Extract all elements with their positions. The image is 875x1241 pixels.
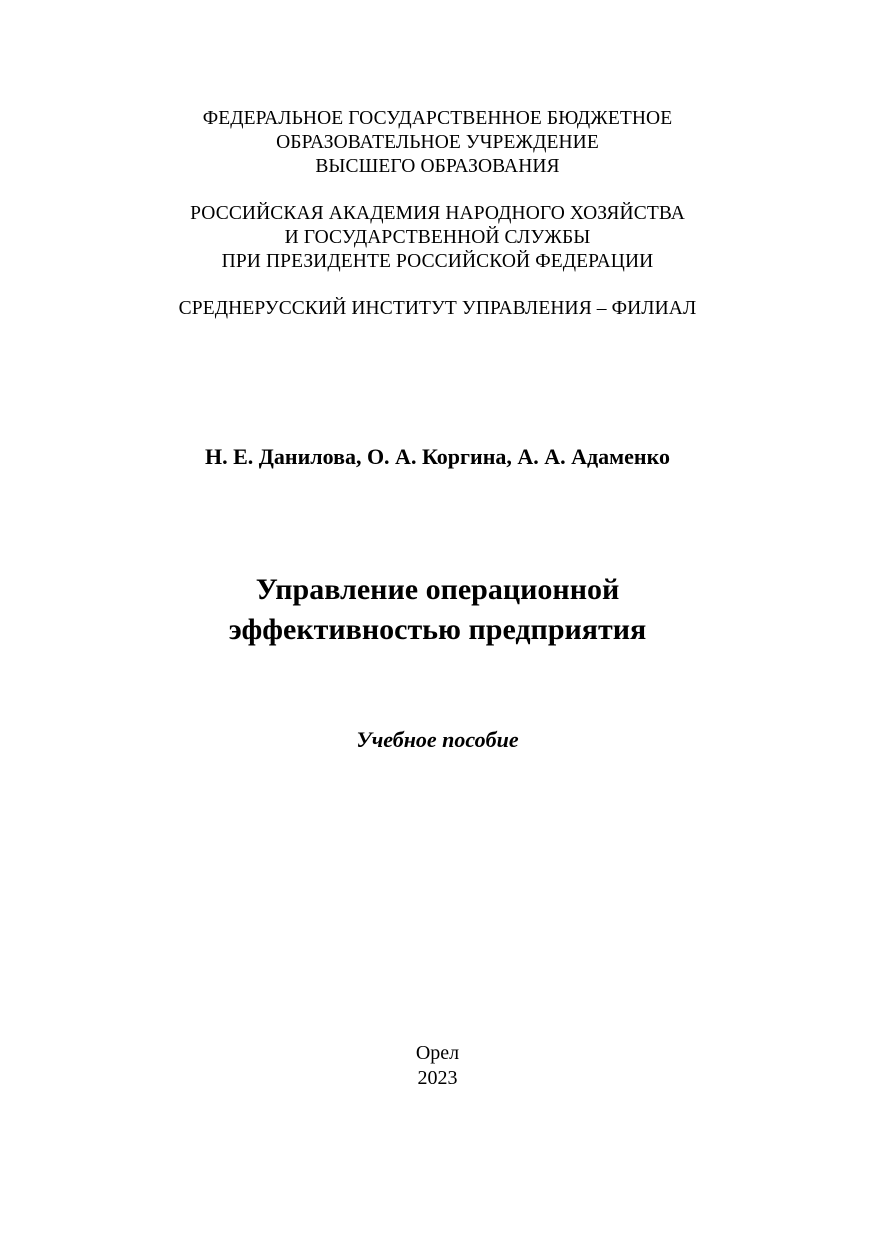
authors-line: Н. Е. Данилова, О. А. Коргина, А. А. Адаменко bbox=[205, 444, 670, 469]
institute-name bbox=[0, 297, 875, 321]
organization-line-2: ОБРАЗОВАТЕЛЬНОЕ УЧРЕЖДЕНИЕ bbox=[276, 132, 599, 153]
book-title bbox=[0, 570, 875, 650]
imprint-city: Орел bbox=[415, 1042, 460, 1064]
book-subtitle bbox=[0, 726, 875, 754]
title-line-2: эффективностью предприятия bbox=[228, 613, 647, 646]
academy-line-3: ПРИ ПРЕЗИДЕНТЕ РОССИЙСКОЙ ФЕДЕРАЦИИ bbox=[221, 251, 654, 272]
academy-line-2: И ГОСУДАРСТВЕННОЙ СЛУЖБЫ bbox=[284, 227, 591, 248]
organization-type bbox=[0, 107, 875, 179]
institute-line: СРЕДНЕРУССКИЙ ИНСТИТУТ УПРАВЛЕНИЯ – ФИЛИАЛ bbox=[178, 298, 697, 319]
authors bbox=[0, 443, 875, 471]
organization-line-1: ФЕДЕРАЛЬНОЕ ГОСУДАРСТВЕННОЕ БЮДЖЕТНОЕ bbox=[202, 108, 673, 129]
imprint bbox=[0, 1041, 875, 1091]
imprint-year: 2023 bbox=[417, 1067, 458, 1089]
title-line-1: Управление операционной bbox=[255, 573, 620, 606]
academy-name bbox=[0, 202, 875, 274]
organization-line-3: ВЫСШЕГО ОБРАЗОВАНИЯ bbox=[315, 156, 560, 177]
academy-line-1: РОССИЙСКАЯ АКАДЕМИЯ НАРОДНОГО ХОЗЯЙСТВА bbox=[190, 203, 685, 224]
subtitle-line: Учебное пособие bbox=[356, 727, 519, 752]
